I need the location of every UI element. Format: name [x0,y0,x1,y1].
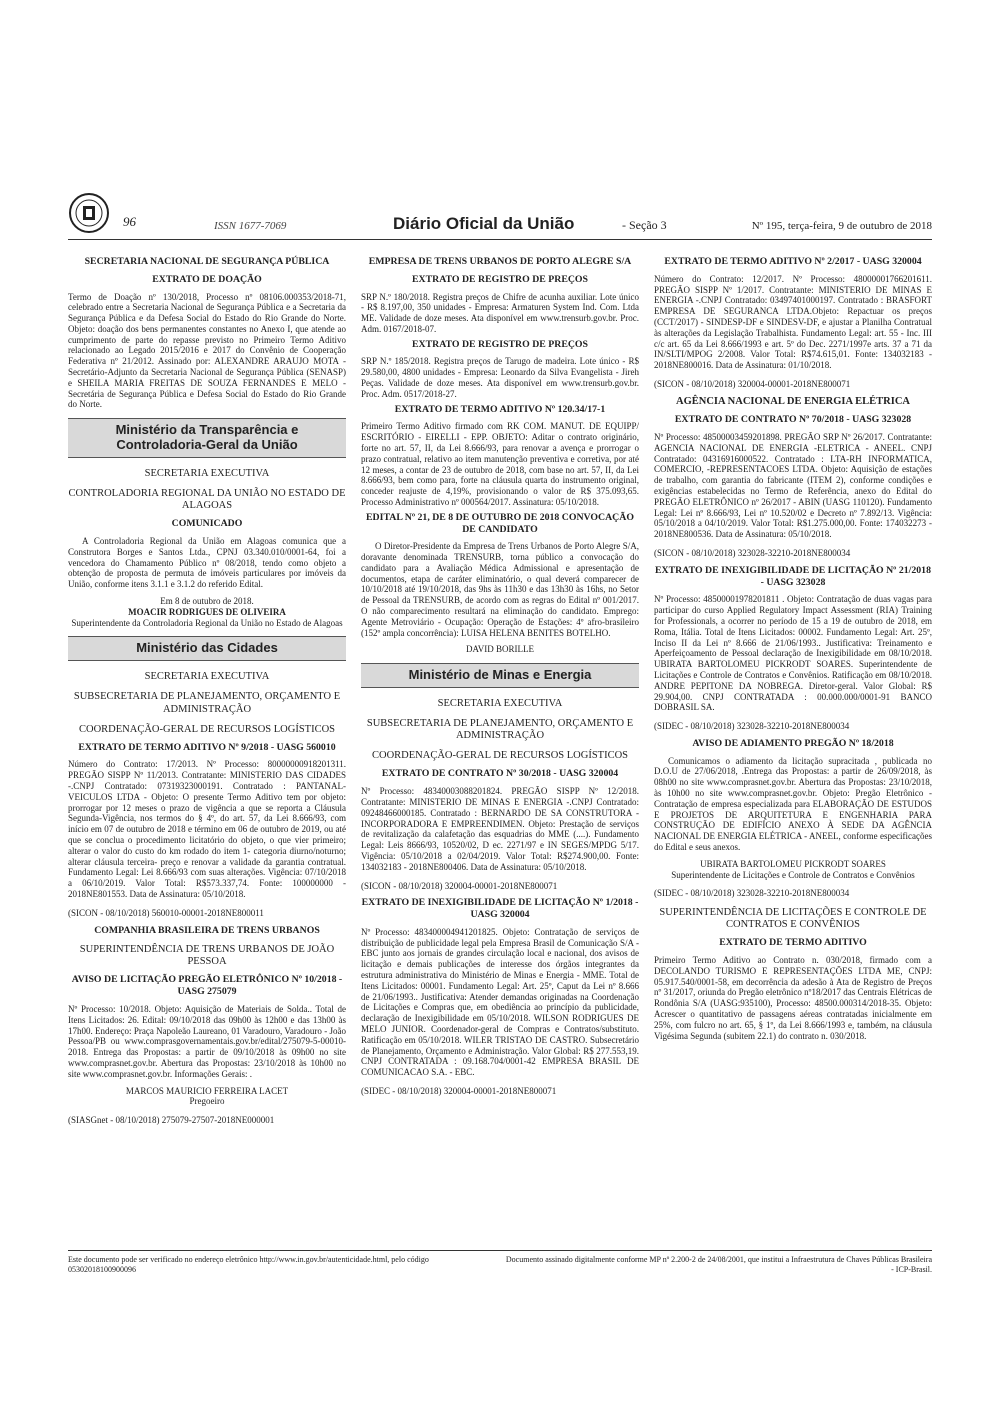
notice-body: A Controladoria Regional da União em Alagoas comunica que a Construtora Borges e Santos Ltda., CPNJ 03.340.010/0001-64, foi a vencedora do Chamamento Público nº 08/2018, tendo como objeto a obtenção de proposta de permuta de imóveis particulares por imóveis da União, conforme itens 3.1.1 e 3.1.2 do referido Edital. [68,536,346,590]
notice-body: Nº Processo: 48500001978201811 . Objeto: Contratação de duas vagas para participar do curso Applied Regulatory Impact Assessment (RIA) Training for Professionals, a ocorrer no período de 15 a 19 de outubro de 2018, em Roma, Itália. Total de Itens Licitados: 00002. Fundamento Legal: Art. 25º, Inciso II da Lei nº 8.666 de 21/06/1993.. Justificativa: Treinamento e Aperfeiçoamento de Pessoal declaração de Inexigibilidade em 08/10/2018. UBIRATA BARTOLOMEU PICKRODT SOARES. Superintendente de Licitações e Controle de Contratos e Convênios. Ratificação em 08/10/2018. ANDRE PEPITONE DA NOBREGA. Diretor-geral. Valor Global: R$ 29.904,00. CNPJ CONTRATADA : 00.000.000/0001-91 BANCO DOBRASIL SA. [654,594,932,713]
notice-title: EXTRATO DE DOAÇÃO [152,273,262,285]
signatory-role: Pregoeiro [189,1096,225,1107]
section-heading: SECRETARIA EXECUTIVA [437,698,563,710]
notice-body: Comunicamos o adiamento da licitação supracitada , publicada no D.O.U de 27/06/2018, .Entrega das Propostas: a partir de 26/09/2018, às 08h00 no site www.comprasnet.gov.br. Abertura das Propostas: 23/10/2018, às 10h00 no site www.comprasnet.gov.br. Objeto: Pregão Eletrônico - Contratação de empresa especializada para ELABORAÇÃO DE ESTUDOS E PROJETOS DE ARQUITETURA E ENGENHARIA PARA CONSTRUÇÃO DE EDIFÍCIO ANEXO À SEDE DA AGÊNCIA NACIONAL DE ENERGIA ELÉTRICA - ANEEL, conforme especificações do Edital e seus anexos. [654,755,932,853]
signatory-role: Superintendente da Controladoria Regional da União no Estado de Alagoas [71,617,343,628]
section-subheading: SUBSECRETARIA DE PLANEJAMENTO, ORÇAMENTO E ADMINISTRAÇÃO [366,718,634,742]
column-1 [68,254,346,1132]
signatory-name: UBIRATA BARTOLOMEU PICKRODT SOARES [700,858,886,869]
reference-code: (SIASGnet - 08/10/2018) 275079-27507-2018NE000001 [68,1115,275,1126]
signature-date: Em 8 de outubro de 2018. [160,596,254,607]
reference-code: (SIDEC - 08/10/2018) 320004-00001-2018NE800071 [361,1085,557,1096]
section-heading: SECRETARIA EXECUTIVA [144,468,270,480]
ministry-banner: Ministério de Minas e Energia [361,663,639,688]
notice-title: EXTRATO DE REGISTRO DE PREÇOS [411,273,589,285]
ministry-banner: Ministério das Cidades [68,636,346,661]
reference-code: (SICON - 08/10/2018) 320004-00001-2018NE800071 [654,378,851,389]
signatory-name: MOACIR RODRIGUES DE OLIVEIRA [128,606,286,617]
reference-code: (SIDEC - 08/10/2018) 323028-32210-2018NE800034 [654,721,850,732]
reference-code: (SICON - 08/10/2018) 323028-32210-2018NE800034 [654,548,851,559]
signatory-role: Superintendente de Licitações e Controle de Contratos e Convênios [671,869,915,880]
header-rule [68,239,932,240]
notice-title: EXTRATO DE CONTRATO Nº 70/2018 - UASG 323028 [674,414,912,426]
national-press-seal-icon [68,192,110,234]
notice-title: EXTRATO DE TERMO ADITIVO Nº 9/2018 - UASG 560010 [78,741,336,753]
notice-body: Nº Processo: 48340000494120182​5. Objeto: Contratação de serviços de distribuição de publicidade legal pela Empresa Brasil de Comunicação S/A - EBC junto aos jornais de grandes circulação local e nacional, dos avisos de licitação e demais publicações de interesse dos órgãos integrantes da estrutura administrativa do Ministério de Minas e Energia - MME. Total de Itens Licitados: 00001. Fundamento Legal: Art. 25º, Caput da Lei nº 8.666 de 21/06/1993.. Justificativa: Atender demandas originadas na Coordenação de Licitações e Compras que, em obediência ao princípio da publicidade, declaração de Inexigibilidade em 05/10/2018. WILSON RODRIGUES DE MELO JUNIOR. Coordenador-geral de Compras e Contratos/substituto. Ratificação em 05/10/2018. WILER TRISTAO DE CASTRO. Subsecretário de Planejamento, Orçamento e Administração. Valor Global: R$ 277.553,19. CNPJ CONTRATADA : 09.168.704/0001-42 EMPRESA BRASIL DE COMUNICACAO S.A. - EBC. [361,926,639,1078]
section-subheading: COORDENAÇÃO-GERAL DE RECURSOS LOGÍSTICOS [79,723,335,735]
signature-block [68,1086,346,1108]
section-heading: COMPANHIA BRASILEIRA DE TRENS URBANOS [94,924,320,936]
notice-title: EXTRATO DE TERMO ADITIVO [719,937,867,949]
section-subheading: SUBSECRETARIA DE PLANEJAMENTO, ORÇAMENTO E ADMINISTRAÇÃO [73,691,341,715]
signature-block [68,596,346,628]
section-label: - Seção 3 [622,218,667,232]
section-heading: SECRETARIA EXECUTIVA [144,671,270,683]
notice-title: EXTRATO DE INEXIGIBILIDADE DE LICITAÇÃO Nº 21/2018 - UASG 323028 [655,564,931,588]
notice-title: EXTRATO DE TERMO ADITIVO Nº 2/2017 - UASG 320004 [664,256,922,267]
section-subheading: CONTROLADORIA REGIONAL DA UNIÃO NO ESTADO DE ALAGOAS [68,488,346,512]
signature-block [654,859,932,881]
page-number: 96 [123,214,136,229]
page-footer [68,1250,932,1274]
notice-title: COMUNICADO [171,518,243,530]
ministry-banner: Ministério da Transparência e Controladoria-Geral da União [68,418,346,458]
column-2 [361,254,639,1103]
section-heading: SECRETARIA NACIONAL DE SEGURANÇA PÚBLICA [84,256,330,267]
notice-body: Número do Contrato: 17/2013. Nº Processo: 80000000918201311. PREGÃO SISPP Nº 11/2013. Contratante: MINISTERIO DAS CIDADES -.CNPJ Contratado: 07319323000191. Contratado : PANTANAL-VEICULOS LTDA - Objeto: O presente Termo Aditivo tem por objeto: prorrogar por 12 meses o prazo de vigência a que se reporta a Cláusula Segunda-Vigência, nos termos do § 4º, do art. 57, da Lei 8.666/93, com início em 07 de outubro de 2018 e término em 06 de outubro de 2019, ou até que se conclua o procedimento licitatório do objeto, o que vier primeiro; alterar o valor do custo do km rodado do item 1- categoria diurno/noturno; alterar cláusula terceira- preço e renovar a validade da garantia contratual. Fundamento Legal: Lei 8.666/93 com suas alterações. Vigência: 07/10/2018 a 06/10/2019. Valor Total: R$573.337,74. Fonte: 100000000 - 2018NE801553. Data de Assinatura: 05/10/2018. [68,759,346,899]
section-subheading: SUPERINTENDÊNCIA DE TRENS URBANOS DE JOÃO PESSOA [79,944,335,968]
notice-body: Nº Processo: 48340003088201824. PREGÃO SISPP Nº 12/2018. Contratante: MINISTERIO DE MINAS E ENERGIA -.CNPJ Contratado: 09248466000185. Contratado : BERNARDO DE SA CONSTRUTORA -INCORPORADORA E EMPREENDIMEN. Objeto: Prestação de serviços de revitalização da calafetação das esquadrias do MME (....). Fundamento Legal: Leis 8666/93, 10520/02, D ec. 2271/97 e IN SEGES/MPDG 5/17. Vigência: 05/10/2018 a 02/04/2019. Valor Total: R$274.900,00. Fonte: 134032183 - 2018NE800406. Data de Assinatura: 05/10/2018. [361,786,639,872]
verification-note: Este documento pode ser verificado no endereço eletrônico http://www.in.gov.br/autenticidade.html, pelo código 05302018100900096 [68,1255,429,1274]
notice-body: O Diretor-Presidente da Empresa de Trens Urbanos de Porto Alegre S/A, doravante denominada TRENSURB, torna público a convocação do candidato para a Avaliação Médica Admissional e apresentação de documentos, etapa de caráter eliminatório, o qual deverá comparecer de 10/10/2018 até 19/10/2018, das 9hs às 11h30 e das 13h30 às 16hs, no Setor de Pessoal da TRENSURB, de acordo com as regras do Edital nº 001/2017. O não comparecimento resultará na eliminação do candidato. Emprego: Agente Metroviário - Ocupação: Operação de Estações: 4º afro-brasileiro (152º ampla concorrência): LUISA HELENA BENITES BOTELHO. [361,541,639,638]
issn: ISSN 1677-7069 [214,220,287,232]
notice-body: Nº Processo: 10/2018. Objeto: Aquisição de Materiais de Solda.. Total de Itens Licitados: 26. Edital: 09/10/2018 das 09h00 às 12h00 e das 13h00 às 17h00. Endereço: Praça Napoleão Laureano, 01 Varadouro, Varadouro - João Pessoa/PB ou www.comprasgovernamentais.gov.br/edital/275079-5-00010-2018. Entrega das Propostas: a partir de 09/10/2018 às 09h00 no site www.comprasnet.gov.br. Abertura das Propostas: 23/10/2018 às 10h00 no site www.comprasnet.gov.br. Informações Gerais: . [68,1003,346,1079]
notice-body: SRP N.º 185/2018. Registra preços de Tarugo de madeira. Lote único - R$ 29.580,00, 4800 unidades - Empresa: Leonardo da Silva Evangelista - Jireh Peças. Validade de doze meses. Ata disponível em www.trensurb.gov.br. Proc. Adm. 0517/2018-27. [361,356,639,399]
notice-body: SRP N.º 180/2018. Registra preços de Chifre de acunha auxiliar. Lote único - R$ 8.197,00, 350 unidades - Empresa: Armaturen System Ind. Com. Ltda ME. Validade de doze meses. Ata disponível em www.trensurb.gov.br. Proc. Adm. 0167/2018-07. [361,291,639,334]
notice-title: AVISO DE LICITAÇÃO PREGÃO ELETRÔNICO Nº 10/2018 - UASG 275079 [71,974,343,998]
notice-title: EXTRATO DE INEXIGIBILIDADE DE LICITAÇÃO Nº 1/2018 - UASG 320004 [361,897,639,921]
notice-title: EXTRATO DE TERMO ADITIVO Nº 120.34/17-1 [394,403,606,415]
journal-title: Diário Oficial da União [393,214,575,233]
page-header [68,192,932,244]
notice-body: Nº Processo: 48500003459201898. PREGÃO SRP Nº 26/2017. Contratante: AGENCIA NACIONAL DE ENERGIA -ELETRICA - ANEEL. CNPJ Contratado: 04316916000522. Contratado : LTA-RH INFORMATICA, COMERCIO, -REPRESENTACOES LTDA. Objeto: Aquisição de estações de trabalho, com garantia do fabricante (ITEM 2), conforme condições e exigências estabelecidas no Termo de Referência, anexo do Edital do PREGÃO ELETRÔNICO nº 26/2017 - ABIN (UASG 110120). Fundamento Legal: Lei nº 8.666/93, Lei nº 10.520/02 e Decreto nº 7.892/13. Vigência: 05/10/2018 a 04/10/2019. Valor Total: R$1.275.000,00. Fonte: 174032273 - 2018NE800536. Data de Assinatura: 05/10/2018. [654,432,932,540]
column-3 [654,254,932,1045]
notice-body: Termo de Doação nº 130/2018, Processo nº 08106.000353/2018-71, celebrado entre a Secretaria Nacional de Segurança Pública e a Secretaria da Segurança Pública e da Defesa Social do Estado do Rio Grande do Norte. Objeto: doação dos bens permanentes constantes no Anexo I, que atende ao cumprimento de parte do repasse previsto no Primeiro Termo Aditivo relacionado ao Legado 2015/2016 e 2017 do Convênio de Cooperação Federativa nº 21/2012. Assinado por: ALEXANDRE ARAUJO MOTA - Secretário-Adjunto da Secretaria Nacional de Segurança Pública (SENASP) e SHEILA MARIA FREITAS DE SOUZA FERNANDES E MELO - Secretária de Segurança Pública e Defesa Social do Estado do Rio Grande do Norte. [68,291,346,410]
notice-title: EXTRATO DE CONTRATO Nº 30/2018 - UASG 320004 [381,768,619,780]
reference-code: (SICON - 08/10/2018) 560010-00001-2018NE800011 [68,907,264,918]
notice-body: Primeiro Termo Aditivo firmado com RK COM. MANUT. DE EQUIPP/ ESCRITÓRIO - EIRELLI - EPP. OBJETO: Aditar o contrato originário, forte no art. 57, II, da Lei 8.666/93, para renovar a avença e prorrogar o prazo contratual, relativo ao item manutenção preventiva e corretiva, por até 12 meses, a contar de 23 de outubro de 2018, com base no art. 57, II, da Lei 8.666/93, bem como para, forte na cláusula quarta do instrumento original, conceder reajuste de 4,19%, provisionando o valor de R$ 375.093,65. Processo Administrativo nº 000564/2017. Assinatura: 05/10/2018. [361,421,639,507]
signatory-name: DAVID BORILLE [465,644,535,655]
notice-title: EXTRATO DE REGISTRO DE PREÇOS [411,338,589,350]
section-heading: AGÊNCIA NACIONAL DE ENERGIA ELÉTRICA [676,395,910,407]
section-subheading: COORDENAÇÃO-GERAL DE RECURSOS LOGÍSTICOS [372,750,628,762]
notice-body: Número do Contrato: 12/2017. Nº Processo: 48000001766201611. PREGÃO SISPP Nº 1/2017. Contratante: MINISTERIO DE MINAS E ENERGIA -.CNPJ Contratado: 03497401000197. Contratado : BRASFORT EMPRESA DE SEGURANCA LTDA.Objeto: Repactuar os preços (CCT/2017) - SINDESP-DF e SINDESV-DF, e ajustar a Planilha Contratual às alterações da Legislação Trabalhista. Fundamento Legal: art. 55 - Inc. III c/c art. 65 da Lei 8.666/1993 e art. 5º do Dec. 2271/1997e arts. 37 a 71 da IN/SLTI/MPOG 2/2008. Valor Total: R$74.615,01. Fonte: 134032183 - 2018NE800016. Data de Assinatura: 01/10/2018. [654,273,932,371]
signatory-name: MARCOS MAURICIO FERREIRA LACET [125,1085,289,1096]
reference-code: (SICON - 08/10/2018) 320004-00001-2018NE800071 [361,880,558,891]
section-heading: SUPERINTENDÊNCIA DE LICITAÇÕES E CONTROLE DE CONTRATOS E CONVÊNIOS [659,907,927,931]
reference-code: (SIDEC - 08/10/2018) 323028-32210-2018NE800034 [654,888,850,899]
notice-body: Primeiro Termo Aditivo ao Contrato n. 030/2018, firmado com a DECOLANDO TURISMO E REPRESENTAÇÕES LTDA ME, CNPJ: 05.917.540/0001-58, em decorrência da adesão à Ata de Registro de Preços nº 31/2017, oriunda do Pregão eletrônico nº18/2017 das Centrais Elétricas de Rondônia S/A (UASG:935100), Processo: 48500.000314/2018-35. Objeto: Acrescer o quantitativo de passagens aéreas contratadas inicialmente em 25%, com fulcro no art. 65, § 1º, da Lei 8.666/1993 e, também, na cláusula Vigésima Segunda (subitem 22.1) do contrato n. 030/2018. [654,955,932,1041]
issue-date: Nº 195, terça-feira, 9 de outubro de 2018 [751,220,932,232]
signature-note: Documento assinado digitalmente conforme MP nº 2.200-2 de 24/08/2001, que institui a Infraestrutura de Chaves Públicas Brasileira - ICP-Brasil. [505,1255,932,1274]
section-heading: EMPRESA DE TRENS URBANOS DE PORTO ALEGRE S/A [368,256,632,267]
notice-title: EDITAL Nº 21, DE 8 DE OUTUBRO DE 2018 CONVOCAÇÃO DE CANDIDATO [366,511,634,535]
notice-title: AVISO DE ADIAMENTO PREGÃO Nº 18/2018 [692,737,894,749]
